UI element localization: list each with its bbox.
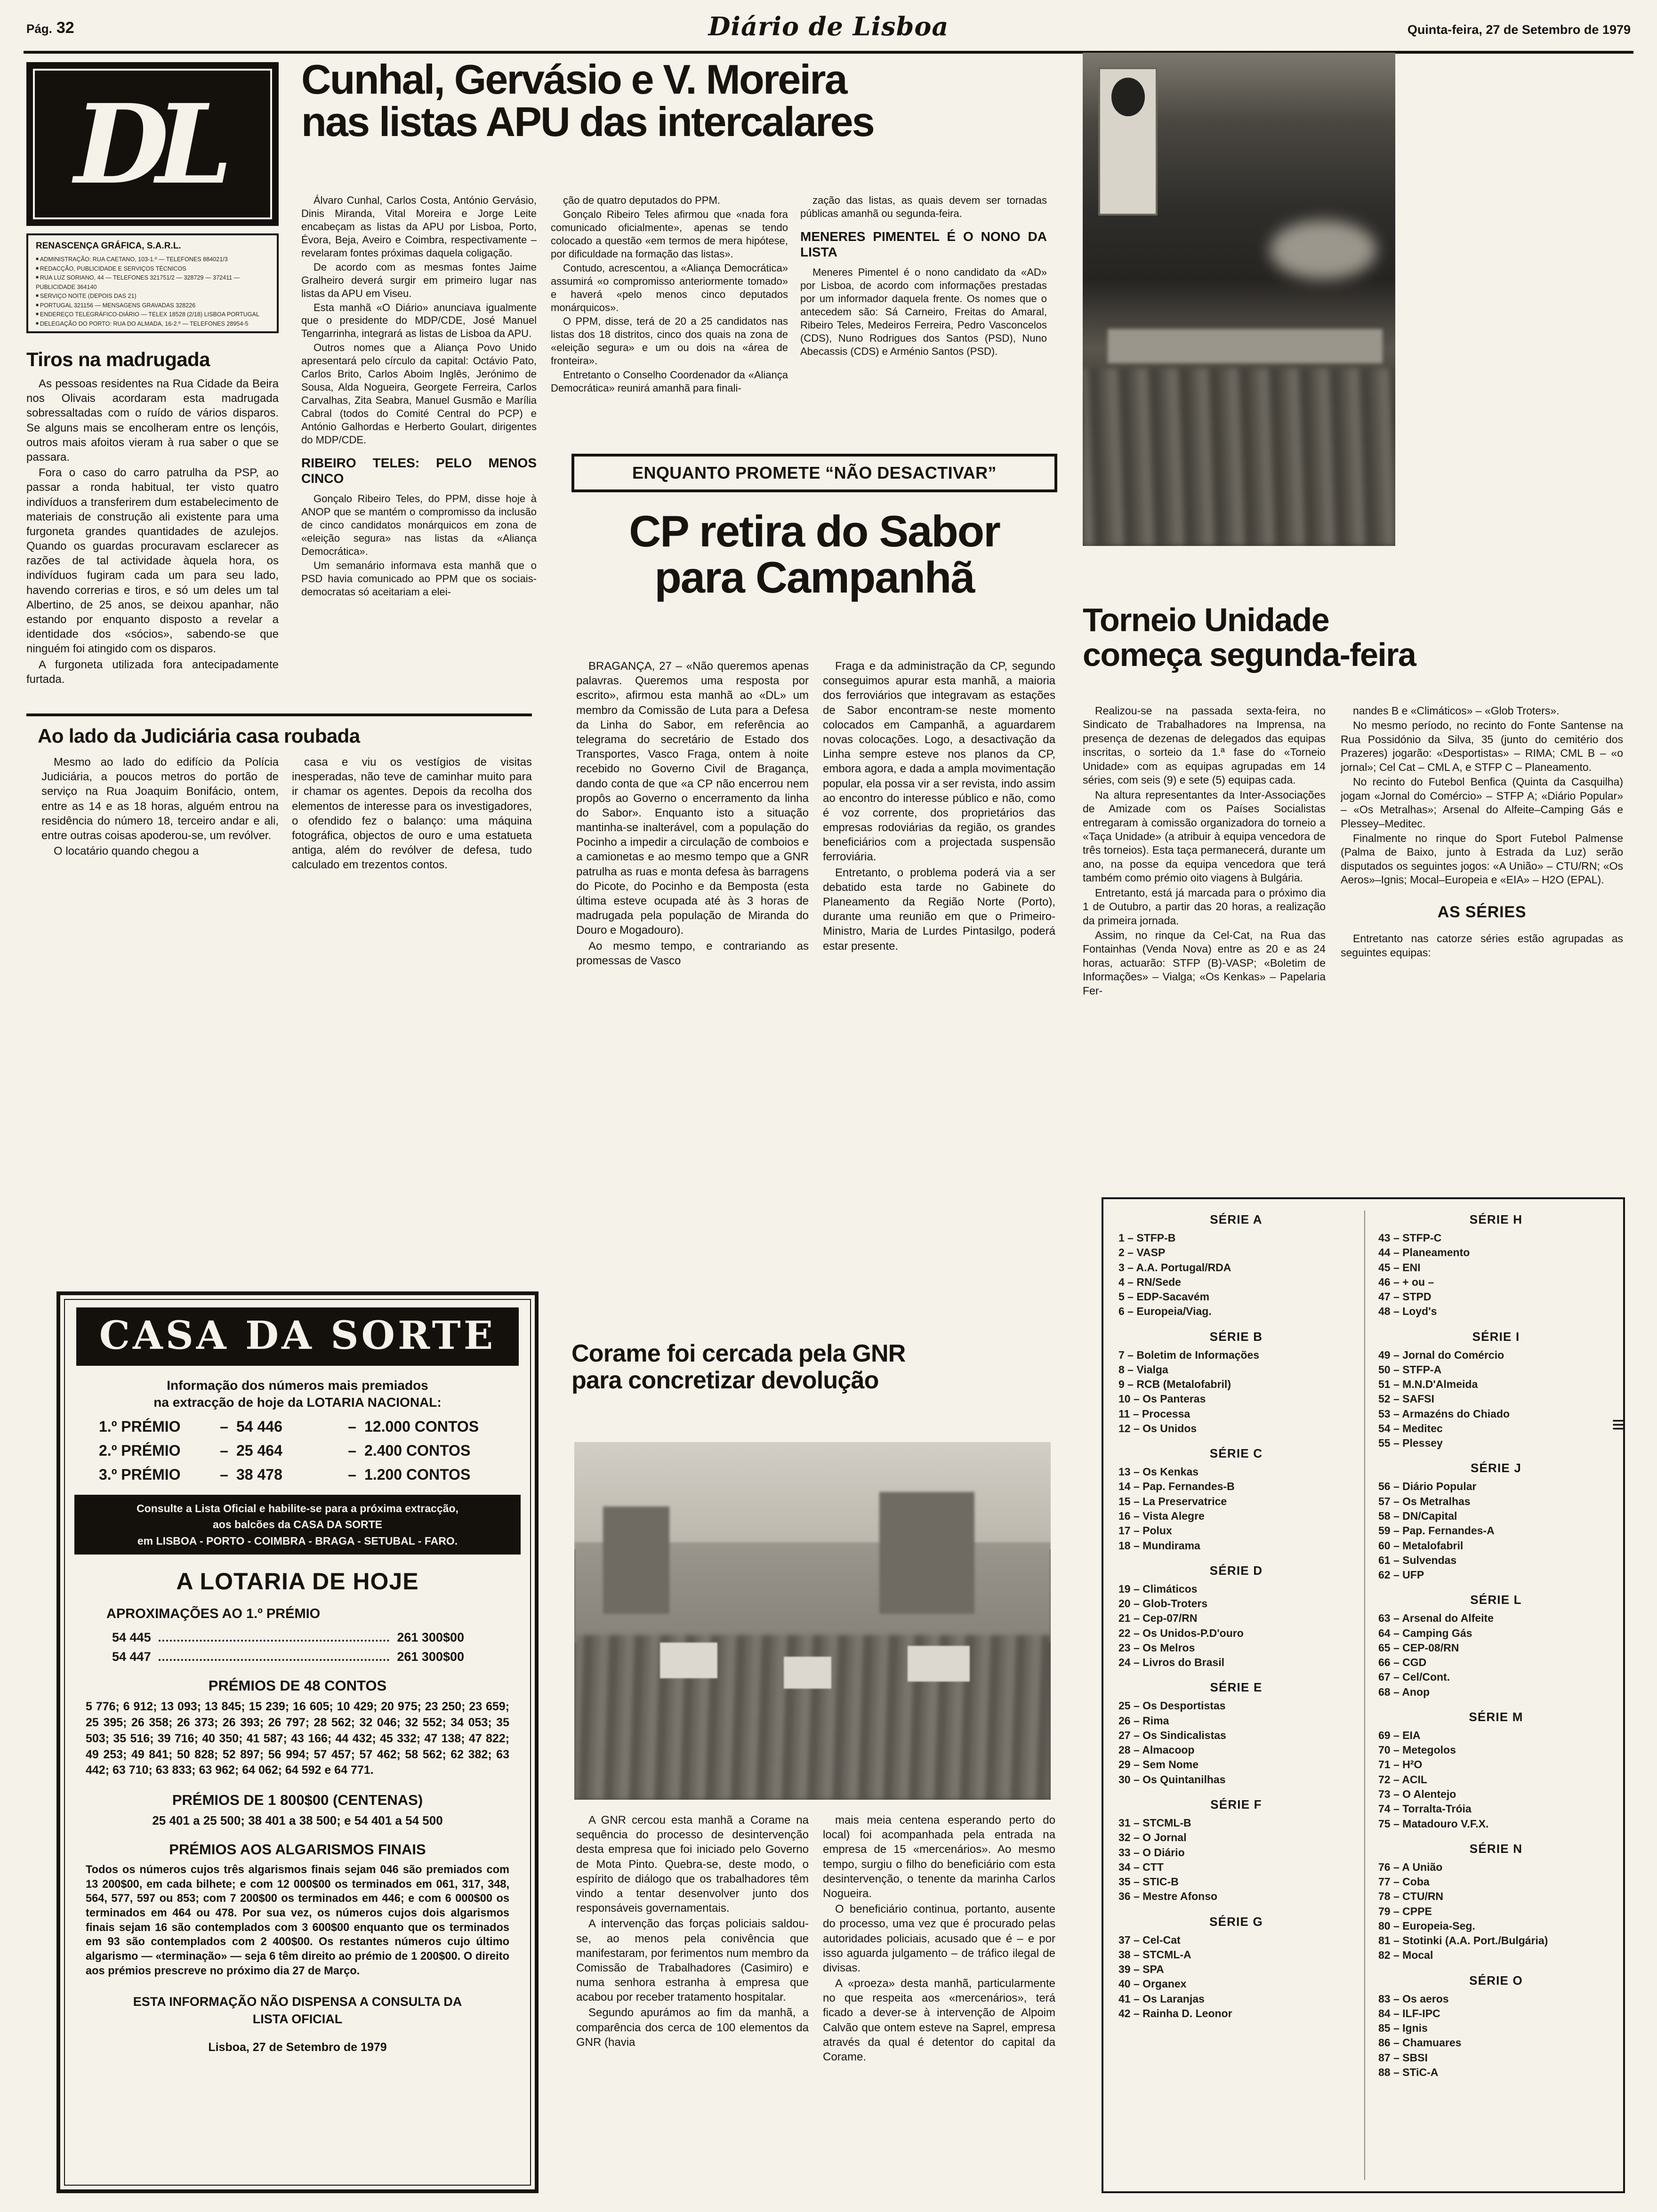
headline-cp-line1: CP retira do Sabor xyxy=(629,506,1000,556)
team-entry: 75 – Matadouro V.F.X. xyxy=(1378,1817,1489,1830)
team-entry: 10 – Os Panteras xyxy=(1118,1393,1206,1405)
serie-teams xyxy=(1378,1348,1614,1451)
dl-logo-letters: DL xyxy=(74,80,220,208)
photo-placard xyxy=(908,1646,970,1682)
team-entry: 35 – STIC-B xyxy=(1118,1875,1179,1888)
team-entry: 72 – ACIL xyxy=(1378,1773,1427,1786)
dotted-leader xyxy=(159,1659,390,1661)
paragraph: O locatário quando chegou a xyxy=(54,845,199,858)
serie-group xyxy=(1118,1915,1354,2021)
paragraph: Segundo apurámos ao fim da manhã, a comparência dos cerca de 100 elementos da GNR (havia xyxy=(576,2006,809,2049)
team-entry: 19 – Climáticos xyxy=(1118,1582,1198,1595)
aprox-amount: 261 300$00 xyxy=(397,1630,464,1645)
team-entry: 39 – SPA xyxy=(1118,1963,1164,1976)
serie-teams xyxy=(1118,1816,1354,1904)
team-entry: 64 – Camping Gás xyxy=(1378,1627,1472,1639)
headline-cp-line2: para Campanhã xyxy=(654,552,974,602)
photo-banner xyxy=(1098,67,1158,215)
serie-teams xyxy=(1378,1479,1614,1582)
team-entry: 65 – CEP-08/RN xyxy=(1378,1641,1459,1654)
team-entry: 42 – Rainha D. Leonor xyxy=(1118,2007,1232,2020)
paragraph: Realizou-se na passada sexta-feira, no Sindicato de Trabalhadores na Imprensa, na presença de dezenas de delegados das equipas inscritas, o sorteio da 1.ª fase do «Torneio Unidade» com as equipas agrupadas em 14 séries, com seis (9) e sete (5) equipas cada. xyxy=(1083,705,1326,786)
serie-title: SÉRIE M xyxy=(1469,1709,1523,1724)
paragraph: nandes B e «Climáticos» – «Glob Troters». xyxy=(1353,705,1560,717)
team-entry: 77 – Coba xyxy=(1378,1875,1430,1888)
headline-cp xyxy=(571,508,1057,601)
series-intro: Entretanto nas catorze séries estão agrupadas as seguintes equipas: xyxy=(1341,932,1623,959)
serie-teams xyxy=(1118,1465,1354,1553)
team-entry: 33 – O Diário xyxy=(1118,1846,1185,1859)
prize-label: 1.º PRÉMIO xyxy=(99,1418,181,1435)
team-entry: 71 – H²O xyxy=(1378,1758,1423,1771)
team-entry: 5 – EDP-Sacavém xyxy=(1118,1290,1210,1303)
team-entry: 16 – Vista Alegre xyxy=(1118,1509,1205,1522)
serie-teams xyxy=(1378,1992,1614,2080)
team-entry: 88 – STiC-A xyxy=(1378,2066,1439,2078)
paragraph: Fora o caso do carro patrulha da PSP, ao passar a ronda habitual, ter visto quatro indivíduos a transferirem dum estabelecimento de materiais de construção ali existente para uma furgoneta grandes quantidades de azulejos. Quando os guardas procuravam esclarecer as razões de tal actividade àquela hora, os indivíduos fugiram cada um para seu lado, havendo correrias e tiros, e só um deles um tal Albertino, de 25 anos, se deixou apanhar, não estando por enquanto disposto a revelar a identidade dos «sócios», sabendo-se que ninguém foi atingido com os disparos. xyxy=(26,466,279,656)
headline-cunhal xyxy=(301,58,1064,143)
prize-amount: 2.400 CONTOS xyxy=(364,1442,471,1459)
team-entry: 52 – SAFSI xyxy=(1378,1393,1434,1405)
team-entry: 21 – Cep-07/RN xyxy=(1118,1612,1198,1625)
headline-cunhal-line2: nas listas APU das intercalares xyxy=(301,98,874,145)
imprint-line: ■ PORTUGAL 321156 — MENSAGENS GRAVADAS 328226 xyxy=(36,301,269,311)
serie-title: SÉRIE I xyxy=(1472,1329,1520,1344)
serie-title: SÉRIE B xyxy=(1209,1329,1263,1344)
serie-group xyxy=(1378,1461,1614,1582)
serie-teams xyxy=(1118,1348,1354,1436)
team-entry: 74 – Torralta-Tróia xyxy=(1378,1803,1472,1815)
paragraph: Outros nomes que a Aliança Povo Unido apresentará pelo círculo da capital: Octávio Pato, Carlos Brito, Carlos Aboim Inglês, Jerónimo de Sousa, Alda Nogueira, Georgete Ferreira, Carlos Carvalhas, Zita Seabra, Manuel Gusmão e Marília Cabral (todos do Comité Central do PCP) e António Galhordas e Herberto Goulart, dirigentes do MDP/CDE. xyxy=(301,342,537,446)
casa-title: CASA DA SORTE xyxy=(74,1306,521,1368)
casa-intro-line2: na extracção de hoje da LOTARIA NACIONAL: xyxy=(153,1395,442,1410)
torneio-meeting-photo xyxy=(1083,53,1395,546)
team-entry: 61 – Sulvendas xyxy=(1378,1554,1457,1566)
imprint-box xyxy=(26,233,279,333)
headline-corame-line1: Corame foi cercada pela GNR xyxy=(571,1340,906,1367)
headline-corame-line2: para concretizar devolução xyxy=(571,1367,879,1395)
serie-group xyxy=(1378,1973,1614,2080)
finais-title: PRÉMIOS AOS ALGARISMOS FINAIS xyxy=(169,1841,426,1858)
team-entry: 55 – Plessey xyxy=(1378,1437,1443,1450)
team-entry: 44 – Planeamento xyxy=(1378,1246,1470,1259)
prize-row-2 xyxy=(74,1442,521,1459)
team-entry: 70 – Metegolos xyxy=(1378,1744,1456,1756)
team-entry: 3 – A.A. Portugal/RDA xyxy=(1118,1261,1231,1274)
centenas-title: PRÉMIOS DE 1 800$00 (CENTENAS) xyxy=(172,1792,423,1809)
judiciaria-col2 xyxy=(292,755,532,874)
photo-table xyxy=(1108,329,1383,363)
team-entry: 6 – Europeia/Viag. xyxy=(1118,1305,1212,1318)
page-label: Pág. xyxy=(26,22,52,36)
series-column-divider xyxy=(1364,1210,1365,2180)
paragraph: BRAGANÇA, 27 – «Não queremos apenas palavras. Queremos uma resposta por escrito», afirmou esta manhã ao «DL» um membro da Comissão de Luta para a Defesa da Linha do Sabor, em referência ao telegrama do secretário de Estado dos Transportes, Vasco Fraga, ontem à noite recebido no Governo Civil de Bragança, dando conta de que «a CP não encerrou nem propôs ao Governo o encerramento da linha do Sabor». Enquanto isto a situação mantinha-se inalterável, com a população do Pocinho a impedir a circulação de comboios e a camionetas e ao mesmo tempo que a GNR patrulha as ruas e monta defesa às barragens do Picote, do Pocinho e da Bemposta (esta última esteve ocupada até às 3 horas de madrugada pela população de Miranda do Douro e Mogadouro). xyxy=(576,660,809,937)
prize-separator: – xyxy=(348,1418,356,1435)
team-entry: 1 – STFP-B xyxy=(1118,1232,1176,1244)
torneio-col2 xyxy=(1341,704,1623,961)
team-entry: 53 – Armazéns do Chiado xyxy=(1378,1407,1510,1420)
team-entry: 34 – CTT xyxy=(1118,1860,1164,1873)
paragraph: Mesmo ao lado do edifício da Polícia Judiciária, a poucos metros do portão de serviço na Rua Joaquim Bonifácio, ontem, entre as 14 e as 18 horas, alguém entrou na residência do número 18, terceiro andar e ali, entre outras coisas apoderou-se, um revólver. xyxy=(41,756,279,842)
article-body-tiros xyxy=(26,377,279,688)
team-entry: 11 – Processa xyxy=(1118,1407,1190,1420)
serie-group xyxy=(1378,1842,1614,1963)
casa-da-sorte-ad xyxy=(56,1291,539,2193)
imprint-line: ■ ADMINISTRAÇÃO: RUA CAETANO, 103-1.º — TELEFONES 884021/3 xyxy=(36,255,269,264)
premios48-title: PRÉMIOS DE 48 CONTOS xyxy=(208,1677,387,1694)
headline-corame xyxy=(571,1340,986,1394)
team-entry: 60 – Metalofabril xyxy=(1378,1539,1464,1552)
aprox-title: APROXIMAÇÕES AO 1.º PRÉMIO xyxy=(106,1606,321,1622)
team-entry: 51 – M.N.D'Almeida xyxy=(1378,1378,1478,1391)
paragraph: Gonçalo Ribeiro Teles, do PPM, disse hoje à ANOP que se mantém o compromisso da inclusão de cinco candidatos monárquicos em zona de «eleição segura» nas listas da «Aliança Democrática». xyxy=(301,493,537,557)
team-entry: 30 – Os Quintanilhas xyxy=(1118,1773,1226,1786)
serie-group xyxy=(1378,1330,1614,1451)
paragraph: Álvaro Cunhal, Carlos Costa, António Gervásio, Dinis Miranda, Vital Moreira e Jorge Leite encabeçam as listas da APU por Lisboa, Porto, Évora, Beja, Aveiro e Coimbra, respectivamente – revelaram fontes próximas daquela coligação. xyxy=(301,194,537,259)
paragraph: Um semanário informava esta manhã que o PSD havia comunicado ao PPM que os sociais-democratas só aceitariam a elei- xyxy=(301,559,537,598)
serie-teams xyxy=(1118,1699,1354,1787)
page-number: 32 xyxy=(56,19,74,37)
paragraph: Ao mesmo tempo, e contrariando as promessas de Vasco xyxy=(576,939,809,967)
photo-building-shape xyxy=(603,1507,670,1614)
team-entry: 83 – Os aeros xyxy=(1378,1992,1449,2005)
paragraph: A GNR cercou esta manhã a Corame na sequência do processo de desintervenção desta empresa que foi iniciado pelo Governo de Mota Pinto. Quebra-se, deste modo, o espírito de diálogo que os trabalhadores têm vindo a tentar desenvolver junto dos responsáveis governamentais. xyxy=(576,1814,809,1915)
aprox-row-2 xyxy=(74,1650,521,1664)
paragraph: O beneficiário continua, portanto, ausente do processo, uma vez que é procurado pelas autoridades policiais, acusado que é – e por isso aguarda julgamento – de tráfico ilegal de divisas. xyxy=(823,1903,1055,1974)
serie-group xyxy=(1118,1563,1354,1670)
paragraph: Entretanto o Conselho Coordenador da «Aliança Democrática» reunirá amanhã para finali- xyxy=(551,369,788,394)
corame-col1 xyxy=(576,1813,809,2051)
team-entry: 17 – Polux xyxy=(1118,1524,1172,1537)
team-entry: 32 – O Jornal xyxy=(1118,1831,1187,1844)
team-entry: 15 – La Preservatrice xyxy=(1118,1495,1227,1507)
imprint-line: ■ DELEGAÇÃO DO PORTO: RUA DO ALMADA, 16-2.º — TELEFONES 28954-5 xyxy=(36,320,269,329)
casa-intro-line1: Informação dos números mais premiados xyxy=(167,1378,428,1393)
series-right-column xyxy=(1378,1212,1614,2090)
imprint-line: ■ REDACÇÃO, PUBLICIDADE E SERVIÇOS TÉCNICOS xyxy=(36,264,269,274)
team-entry: 46 – + ou – xyxy=(1378,1275,1434,1288)
serie-title: SÉRIE H xyxy=(1469,1212,1523,1226)
photo-placard xyxy=(784,1657,831,1689)
paragraph: A «proeza» desta manhã, particularmente no que respeita aos «mercenários», terá ficado a dever-se à intervenção de Alpoim Calvão que ontem esteve na Saprel, empresa através da qual é detentor do capital da Corame. xyxy=(823,1977,1055,2063)
team-entry: 28 – Almacoop xyxy=(1118,1744,1195,1756)
team-entry: 87 – SBSI xyxy=(1378,2051,1428,2064)
lotaria-title: A LOTARIA DE HOJE xyxy=(176,1568,419,1595)
paragraph: Entretanto, o problema poderá via a ser debatido esta tarde no Gabinete do Planeamento da Região Norte (Porto), durante uma reunião em que o Primeiro-Ministro, Maria de Lurdes Pintasilgo, poderá estar presente. xyxy=(823,866,1055,953)
team-entry: 40 – Organex xyxy=(1118,1978,1187,1990)
serie-group xyxy=(1378,1593,1614,1699)
cunhal-col2 xyxy=(551,194,788,396)
team-entry: 9 – RCB (Metalofabril) xyxy=(1118,1378,1231,1391)
cunhal-col1-paras-a xyxy=(301,194,537,447)
subhead-meneres-pimentel: MENERES PIMENTEL É O NONO DA LISTA xyxy=(800,229,1047,260)
paragraph: Finalmente no rinque do Sport Futebol Palmense (Palma de Baixo, junto à Estrada da Luz) serão disputados os seguintes jogos: «A União» – CTU/RN; «Os Aeros»–Ignis; Mocal–Europeia e «EIA» – H2O (EPAL). xyxy=(1341,832,1623,886)
team-entry: 36 – Mestre Afonso xyxy=(1118,1890,1218,1903)
prize-separator: – xyxy=(348,1466,356,1483)
cunhal-col1-paras-b xyxy=(301,492,537,599)
team-entry: 82 – Mocal xyxy=(1378,1949,1433,1962)
team-entry: 73 – O Alentejo xyxy=(1378,1787,1456,1800)
serie-title: SÉRIE N xyxy=(1469,1841,1523,1856)
torneio-col1 xyxy=(1083,704,1326,999)
serie-group xyxy=(1378,1212,1614,1319)
serie-group xyxy=(1118,1212,1354,1319)
paragraph: Entretanto, está já marcada para o próximo dia 1 de Outubro, a partir das 20 horas, a realização da primeira jornada. xyxy=(1083,886,1326,927)
prize-separator: – xyxy=(220,1442,228,1459)
team-entry: 78 – CTU/RN xyxy=(1378,1890,1444,1903)
series-table xyxy=(1102,1197,1625,2193)
paragraph: No mesmo período, no recinto do Fonte Santense na Rua Possidónio da Silva, 35 (junto do cemitério dos Prazeres) jogarão: «Desportistas» – RIMA; CML B – «o jornal»; Cel Cat – CML A, e STFP C – Planeamento. xyxy=(1341,719,1623,773)
team-entry: 49 – Jornal do Comércio xyxy=(1378,1348,1504,1361)
cp-col2 xyxy=(823,659,1055,954)
serie-teams xyxy=(1118,1933,1354,2021)
cunhal-col1 xyxy=(301,194,537,600)
team-entry: 25 – Os Desportistas xyxy=(1118,1699,1226,1712)
team-entry: 23 – Os Melros xyxy=(1118,1641,1195,1654)
prize-label: 2.º PRÉMIO xyxy=(99,1442,181,1459)
team-entry: 27 – Os Sindicalistas xyxy=(1118,1729,1226,1741)
team-entry: 62 – UFP xyxy=(1378,1569,1424,1581)
serie-title: SÉRIE O xyxy=(1469,1973,1523,1988)
serie-title: SÉRIE L xyxy=(1470,1593,1522,1607)
team-entry: 43 – STFP-C xyxy=(1378,1232,1442,1244)
imprint-line: ■ RUA LUZ SORIANO, 44 — TELEFONES 321751/2 — 328729 — 372411 — PUBLICIDADE 364140 xyxy=(36,273,269,292)
prize-row-1 xyxy=(74,1418,521,1435)
centenas-ranges: 25 401 a 25 500; 38 401 a 38 500; e 54 401 a 54 500 xyxy=(152,1813,443,1828)
team-entry: 63 – Arsenal do Alfeite xyxy=(1378,1612,1494,1625)
serie-title: SÉRIE A xyxy=(1210,1212,1263,1226)
photo-building-shape xyxy=(879,1492,974,1613)
aprox-amount: 261 300$00 xyxy=(397,1650,464,1664)
paragraph: De acordo com as mesmas fontes Jaime Gralheiro deverá surgir em primeiro lugar nas listas da APU em Viseu. xyxy=(301,261,537,299)
judiciaria-col1 xyxy=(41,755,279,859)
team-entry: 37 – Cel-Cat xyxy=(1118,1933,1181,1946)
paragraph: casa e viu os vestígios de visitas inesperadas, não teve de caminhar muito para ir chamar os agentes. Depois da recolha dos elementos de interesse para os investigadores, o ofendido fez o balanço: uma máquina fotográfica, objectos de ouro e uma estatueta antiga, além do revólver de defesa, tudo calculado em trezentos contos. xyxy=(292,756,532,872)
serie-teams xyxy=(1378,1611,1614,1699)
team-entry: 69 – EIA xyxy=(1378,1729,1421,1741)
team-entry: 79 – CPPE xyxy=(1378,1905,1432,1917)
team-entry: 81 – Stotinki (A.A. Port./Bulgária) xyxy=(1378,1934,1548,1947)
aprox-row-1 xyxy=(74,1630,521,1645)
paragraph: A furgoneta utilizada fora antecipadamente furtada. xyxy=(26,658,279,686)
prize-row-3 xyxy=(74,1466,521,1483)
prize-amount: 12.000 CONTOS xyxy=(364,1418,479,1435)
team-entry: 54 – Meditec xyxy=(1378,1422,1443,1435)
team-entry: 76 – A União xyxy=(1378,1860,1443,1873)
prize-number: 54 446 xyxy=(236,1418,282,1435)
corame-col2 xyxy=(823,1813,1055,2065)
serie-title: SÉRIE G xyxy=(1209,1914,1263,1929)
team-entry: 7 – Boletim de Informações xyxy=(1118,1348,1260,1361)
prize-number: 25 464 xyxy=(236,1442,282,1459)
team-entry: 47 – STPD xyxy=(1378,1290,1432,1303)
imprint-title: RENASCENÇA GRÁFICA, S.A.R.L. xyxy=(36,241,181,251)
team-entry: 48 – Loyd's xyxy=(1378,1305,1437,1318)
team-entry: 24 – Livros do Brasil xyxy=(1118,1656,1224,1669)
cunhal-col3-paras-b xyxy=(800,266,1047,358)
team-entry: 50 – STFP-A xyxy=(1378,1363,1442,1376)
team-entry: 58 – DN/Capital xyxy=(1378,1509,1457,1522)
premios48-numbers: 5 776; 6 912; 13 093; 13 845; 15 239; 16 605; 10 429; 20 975; 23 250; 23 659; 25 395; 26 358; 26 373; 26 393; 26 797; 28 562; 32 046; 32 552; 34 053; 35 503; 35 516; 39 716; 40 350; 41 587; 43 166; 44 432; 45 332; 47 138; 47 822; 49 253; 49 841; 50 828; 52 897; 56 994; 57 457; 57 462; 58 562; 62 382; 63 442; 63 710; 63 833; 63 962; 64 062; 64 592 e 64 771. xyxy=(86,1700,509,1777)
serie-title: SÉRIE F xyxy=(1210,1797,1262,1811)
aprox-number: 54 445 xyxy=(112,1630,151,1645)
team-entry: 56 – Diário Popular xyxy=(1378,1480,1477,1493)
kicker-cp: ENQUANTO PROMETE “NÃO DESACTIVAR” xyxy=(571,454,1057,492)
paragraph: Meneres Pimentel é o nono candidato da «AD» por Lisboa, de acordo com informações prestadas por um informador daquela frente. Os nomes que o antecedem são: Sá Carneiro, Freitas do Amaral, Ribeiro Teles, Medeiros Ferreira, Pedro Vasconcelos (CDS), Nuno Rodrigues dos Santos (PSD), Nuno Abecassis (CDS) e Arménio Santos (PSD). xyxy=(800,266,1047,357)
casa-inner xyxy=(64,1299,531,2186)
prize-separator: – xyxy=(348,1442,356,1459)
paragraph: Contudo, acrescentou, a «Aliança Democrática» assumirá «o compromisso anteriormente tomado» e haverá «pelo menos cinco deputados monárquicos». xyxy=(551,262,788,313)
team-entry: 29 – Sem Nome xyxy=(1118,1758,1199,1771)
finais-text: Todos os números cujos três algarismos finais sejam 046 são premiados com 13 200$00, em cada bilhete; e com 12 000$00 os terminados em 061, 317, 348, 564, 577, 597 ou 853; com 7 200$00 os terminados em 446; e com 6 000$00 os terminados em 464 ou 478. Por sua vez, os números cujos dois algarismos finais sejam 16 são contemplados com 3 600$00 enquanto que os terminados em 93 são contemplados com 2 400$00. Os restantes números cujo último algarismo — «terminação» — seja 6 têm direito ao prémio de 1 200$00. O direito aos prémios prescreve no próximo dia 27 de Março. xyxy=(86,1864,509,1977)
team-entry: 57 – Os Metralhas xyxy=(1378,1495,1471,1507)
casa-intro xyxy=(74,1377,521,1411)
team-entry: 14 – Pap. Fernandes-B xyxy=(1118,1480,1235,1493)
series-section-title: AS SÉRIES xyxy=(1437,903,1527,921)
team-entry: 13 – Os Kenkas xyxy=(1118,1466,1199,1478)
casa-band-line1: Consulte a Lista Oficial e habilite-se para a próxima extracção, xyxy=(137,1502,458,1515)
imprint-lines xyxy=(36,255,269,329)
team-entry: 22 – Os Unidos-P.D'ouro xyxy=(1118,1627,1244,1639)
casa-place-date: Lisboa, 27 de Setembro de 1979 xyxy=(208,2041,387,2054)
team-entry: 8 – Vialga xyxy=(1118,1363,1168,1376)
paragraph: zação das listas, as quais devem ser tornadas públicas amanhã ou segunda-feira. xyxy=(800,194,1047,219)
serie-teams xyxy=(1378,1728,1614,1831)
prize-label: 3.º PRÉMIO xyxy=(99,1466,181,1483)
prize-number: 38 478 xyxy=(236,1466,282,1483)
torneio-col2-paras xyxy=(1341,704,1623,887)
headline-torneio-line2: começa segunda-feira xyxy=(1083,636,1416,673)
headline-cunhal-line1: Cunhal, Gervásio e V. Moreira xyxy=(301,56,846,103)
corame-street-photo xyxy=(574,1442,1051,1800)
serie-group xyxy=(1118,1446,1354,1553)
section-rule xyxy=(26,713,532,716)
serie-group xyxy=(1118,1330,1354,1436)
aprox-number: 54 447 xyxy=(112,1650,151,1664)
team-entry: 68 – Anop xyxy=(1378,1685,1430,1698)
photo-audience xyxy=(1083,369,1395,546)
serie-group xyxy=(1118,1680,1354,1787)
team-entry: 45 – ENI xyxy=(1378,1261,1421,1274)
prize-separator: – xyxy=(220,1466,228,1483)
paragraph: Gonçalo Ribeiro Teles afirmou que «nada fora comunicado oficialmente», apenas se tendo colocado a questão «em termos de mera hipótese, por dificuldade na formação das listas». xyxy=(551,208,788,260)
team-entry: 41 – Os Laranjas xyxy=(1118,1992,1205,2005)
headline-torneio-line1: Torneio Unidade xyxy=(1083,601,1329,638)
paragraph: As pessoas residentes na Rua Cidade da Beira nos Olivais acordaram esta madrugada sobressaltadas com o ruído de vários disparos. Se alguns mais se encolheram entre os lençóis, outros mais afoitos vieram à rua saber o que se passara. xyxy=(26,377,279,464)
margin-mark: ≡ xyxy=(1612,1412,1624,1437)
imprint-line: ■ ENDEREÇO TELEGRÁFICO-DIÁRIO — TELEX 18528 (2/18) LISBOA PORTUGAL xyxy=(36,310,269,320)
edition-date: Quinta-feira, 27 de Setembro de 1979 xyxy=(1407,23,1631,37)
imprint-line: ■ SERVIÇO NOITE (DEPOIS DAS 21) xyxy=(36,292,269,301)
page-number-label xyxy=(26,19,74,37)
team-entry: 26 – Rima xyxy=(1118,1714,1169,1727)
paragraph: O PPM, disse, terá de 20 a 25 candidatos nas listas dos 18 distritos, cinco dos quais na zona de «eleição segura» e um ou dois na «área de fronteira». xyxy=(551,315,788,367)
cunhal-col3-paras-a xyxy=(800,194,1047,220)
serie-teams xyxy=(1118,1231,1354,1319)
cunhal-col3 xyxy=(800,194,1047,359)
serie-teams xyxy=(1378,1231,1614,1319)
team-entry: 86 – Chamuares xyxy=(1378,2036,1462,2049)
masthead: Diário de Lisboa xyxy=(708,11,949,41)
paragraph: Assim, no rinque da Cel-Cat, na Rua das Fontainhas (Venda Nova) entre as 20 e as 24 horas, actuarão: STFP (B)-VASP; «Boletim de Informações» – Vialga; «Os Kenkas» – Papelaria Fer- xyxy=(1083,929,1326,997)
team-entry: 85 – Ignis xyxy=(1378,2022,1428,2035)
paragraph: mais meia centena esperando perto do local) foi acompanhada pela entrada na empresa de 15 «mercenários». Ao mesmo tempo, surgiu o filho do beneficiário com esta desintervenção, o tenente da marinha Carlos Nogueira. xyxy=(823,1814,1055,1900)
prize-amount: 1.200 CONTOS xyxy=(364,1466,471,1483)
paragraph: A intervenção das forças policiais saldou-se, ao menos pela conivência que manifestaram, por ferimentos num membro da Comissão de Trabalhadores (Casimiro) e numa senhora estranha à empresa que acabou por receber tratamento hospitalar. xyxy=(576,1917,809,2004)
casa-disclaimer: ESTA INFORMAÇÃO NÃO DISPENSA A CONSULTA DA LISTA OFICIAL xyxy=(133,1995,462,2026)
paragraph: Esta manhã «O Diário» anunciava igualmente que o presidente do MDP/CDE, José Manuel Tengarrinha, integrará as listas de Lisboa da APU. xyxy=(301,301,537,340)
team-entry: 84 – ILF-IPC xyxy=(1378,2007,1440,2020)
article-title-judiciaria: Ao lado da Judiciária casa roubada xyxy=(38,725,360,747)
team-entry: 2 – VASP xyxy=(1118,1246,1166,1259)
serie-teams xyxy=(1378,1860,1614,1963)
serie-title: SÉRIE C xyxy=(1209,1446,1263,1461)
article-title-tiros: Tiros na madrugada xyxy=(26,348,210,370)
serie-group xyxy=(1378,1710,1614,1831)
team-entry: 12 – Os Unidos xyxy=(1118,1422,1197,1435)
paragraph: Fraga e da administração da CP, segundo conseguimos apurar esta manhã, a maioria dos ferroviários que integravam as estações de Sabor encontram-se neste momento colocados em Campanhã, a aguardarem novas colocações. Logo, a desactivação da Linha sempre esteve nos planos da CP, embora agora, e dada a ampla movimentação popular, ela possa vir a ser revista, indo assim ao encontro do interesse público e não, como é voz corrente, dos proprietários das empresas rodoviárias da região, os grandes beneficiários com a projectada suspensão ferroviária. xyxy=(823,660,1055,864)
dotted-leader xyxy=(159,1640,390,1642)
paragraph: ção de quatro deputados do PPM. xyxy=(563,194,720,206)
casa-band-line2: aos balcões da CASA DA SORTE xyxy=(213,1518,382,1531)
serie-title: SÉRIE D xyxy=(1209,1563,1263,1578)
team-entry: 66 – CGD xyxy=(1378,1656,1427,1669)
serie-group xyxy=(1118,1797,1354,1904)
casa-branches-band xyxy=(74,1495,521,1555)
photo-placard xyxy=(660,1643,717,1678)
team-entry: 4 – RN/Sede xyxy=(1118,1275,1181,1288)
team-entry: 31 – STCML-B xyxy=(1118,1816,1191,1829)
team-entry: 38 – STCML-A xyxy=(1118,1948,1191,1961)
team-entry: 80 – Europeia-Seg. xyxy=(1378,1919,1475,1932)
photo-highlight xyxy=(1270,220,1376,280)
paragraph: No recinto do Futebol Benfica (Quinta da Casquilha) jogam «Jornal do Comércio» – STFP A; «Diário Popular» – «Os Metralhas»; Arsenal do Alfeite–Camping Gás e Plessey–Meditec. xyxy=(1341,776,1623,830)
prize-separator: – xyxy=(220,1418,228,1435)
team-entry: 67 – Cel/Cont. xyxy=(1378,1671,1450,1683)
serie-title: SÉRIE E xyxy=(1210,1680,1263,1695)
team-entry: 20 – Glob-Troters xyxy=(1118,1597,1208,1610)
newspaper-logo xyxy=(26,62,279,226)
casa-band-line3: em LISBOA - PORTO - COIMBRA - BRAGA - SETUBAL - FARO. xyxy=(137,1534,458,1547)
team-entry: 18 – Mundirama xyxy=(1118,1539,1200,1552)
series-left-column xyxy=(1118,1212,1354,2031)
serie-title: SÉRIE J xyxy=(1470,1461,1522,1475)
photo-banner-logo xyxy=(1111,78,1145,116)
cp-col1 xyxy=(576,659,809,969)
paragraph: Na altura representantes da Inter-Associações de Amizade com os Países Socialistas entregaram à comissão organizadora do torneio a «Taça Unidade» (a atribuir à equipa vencedora de três torneios). Esta taça permanecerá, durante um ano, na posse da equipa vencedora que terá também como prémio oito viagens à Bulgária. xyxy=(1083,788,1326,884)
serie-teams xyxy=(1118,1582,1354,1670)
team-entry: 59 – Pap. Fernandes-A xyxy=(1378,1524,1495,1537)
subhead-ribeiro-teles: RIBEIRO TELES: PELO MENOS CINCO xyxy=(301,455,537,486)
headline-torneio xyxy=(1083,602,1629,672)
